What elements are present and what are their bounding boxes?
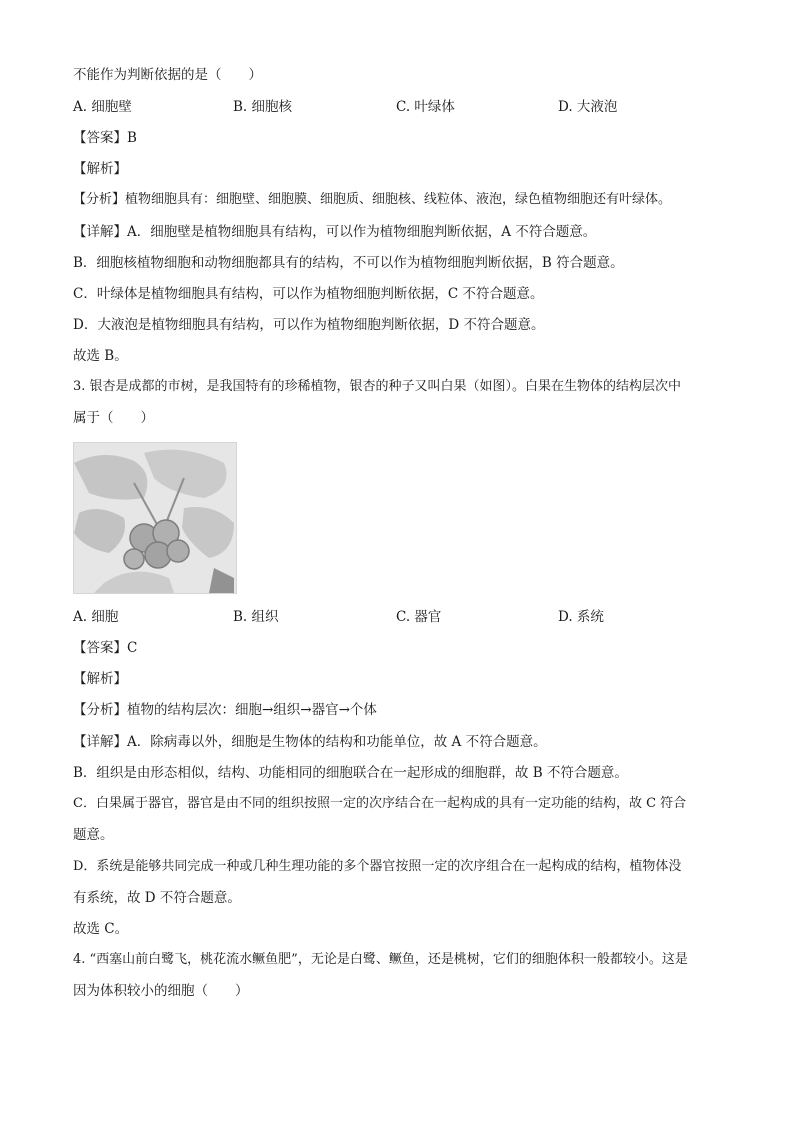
q3-detail-d-line2: 有系统，故 D 不符合题意。 xyxy=(73,890,241,906)
q4-stem-line2: 因为体积较小的细胞（ ） xyxy=(73,983,249,999)
q2-stem-end: 不能作为判断依据的是（ ） xyxy=(73,67,262,83)
q3-detail-c-line1: C．白果属于器官，器官是由不同的组织按照一定的次序结合在一起构成的具有一定功能的结构，故 C 符合 xyxy=(73,796,687,811)
q2-option-a: A. 细胞壁 xyxy=(73,99,132,115)
q2-analysis-heading: 【解析】 xyxy=(73,161,127,177)
q2-detail-d: D．大液泡是植物细胞具有结构，可以作为植物细胞判断依据，D 不符合题意。 xyxy=(73,317,545,333)
q3-analysis-heading: 【解析】 xyxy=(73,671,127,687)
q2-option-b: B. 细胞核 xyxy=(233,99,293,115)
q2-answer: 【答案】B xyxy=(73,130,137,146)
q3-conclusion: 故选 C。 xyxy=(73,921,129,937)
ginkgo-illustration xyxy=(74,443,236,593)
q3-stem-line2: 属于（ ） xyxy=(73,410,154,426)
q2-option-c: C. 叶绿体 xyxy=(396,99,455,115)
q2-option-d: D. 大液泡 xyxy=(558,99,618,115)
q2-detail-a: 【详解】A．细胞壁是植物细胞具有结构，可以作为植物细胞判断依据，A 不符合题意。 xyxy=(73,224,597,240)
q3-option-d: D. 系统 xyxy=(558,609,604,625)
q3-answer: 【答案】C xyxy=(73,640,138,656)
q2-detail-c: C．叶绿体是植物细胞具有结构，可以作为植物细胞判断依据，C 不符合题意。 xyxy=(73,286,544,302)
q3-stem-line1: 3. 银杏是成都的市树，是我国特有的珍稀植物，银杏的种子又叫白果（如图）。白果在生物体的结构层次中 xyxy=(73,379,682,394)
q3-detail-b: B．组织是由形态相似，结构、功能相同的细胞联合在一起形成的细胞群，故 B 不符合题意。 xyxy=(73,765,628,781)
q3-detail-c-line2: 题意。 xyxy=(73,827,114,843)
q4-stem-line1: 4. “西塞山前白鹭飞，桃花流水鳜鱼肥”，无论是白鹭、鳜鱼，还是桃树，它们的细胞体积一般都较小。这是 xyxy=(73,952,688,967)
q2-fenxi: 【分析】植物细胞具有：细胞壁、细胞膜、细胞质、细胞核、线粒体、液泡，绿色植物细胞还有叶绿体。 xyxy=(73,192,672,207)
q3-option-a: A. 细胞 xyxy=(73,609,119,625)
q2-detail-b: B．细胞核植物细胞和动物细胞都具有的结构，不可以作为植物细胞判断依据，B 符合题意。 xyxy=(73,255,624,271)
ginkgo-seed-photo xyxy=(73,442,237,594)
q3-detail-d-line1: D．系统是能够共同完成一种或几种生理功能的多个器官按照一定的次序组合在一起构成的结构，植物体没 xyxy=(73,859,682,874)
q2-conclusion: 故选 B。 xyxy=(73,348,128,364)
q3-detail-a: 【详解】A．除病毒以外，细胞是生物体的结构和功能单位，故 A 不符合题意。 xyxy=(73,734,547,750)
q3-option-c: C. 器官 xyxy=(396,609,442,625)
q3-fenxi: 【分析】植物的结构层次：细胞→组织→器官→个体 xyxy=(73,702,377,718)
q3-option-b: B. 组织 xyxy=(233,609,279,625)
